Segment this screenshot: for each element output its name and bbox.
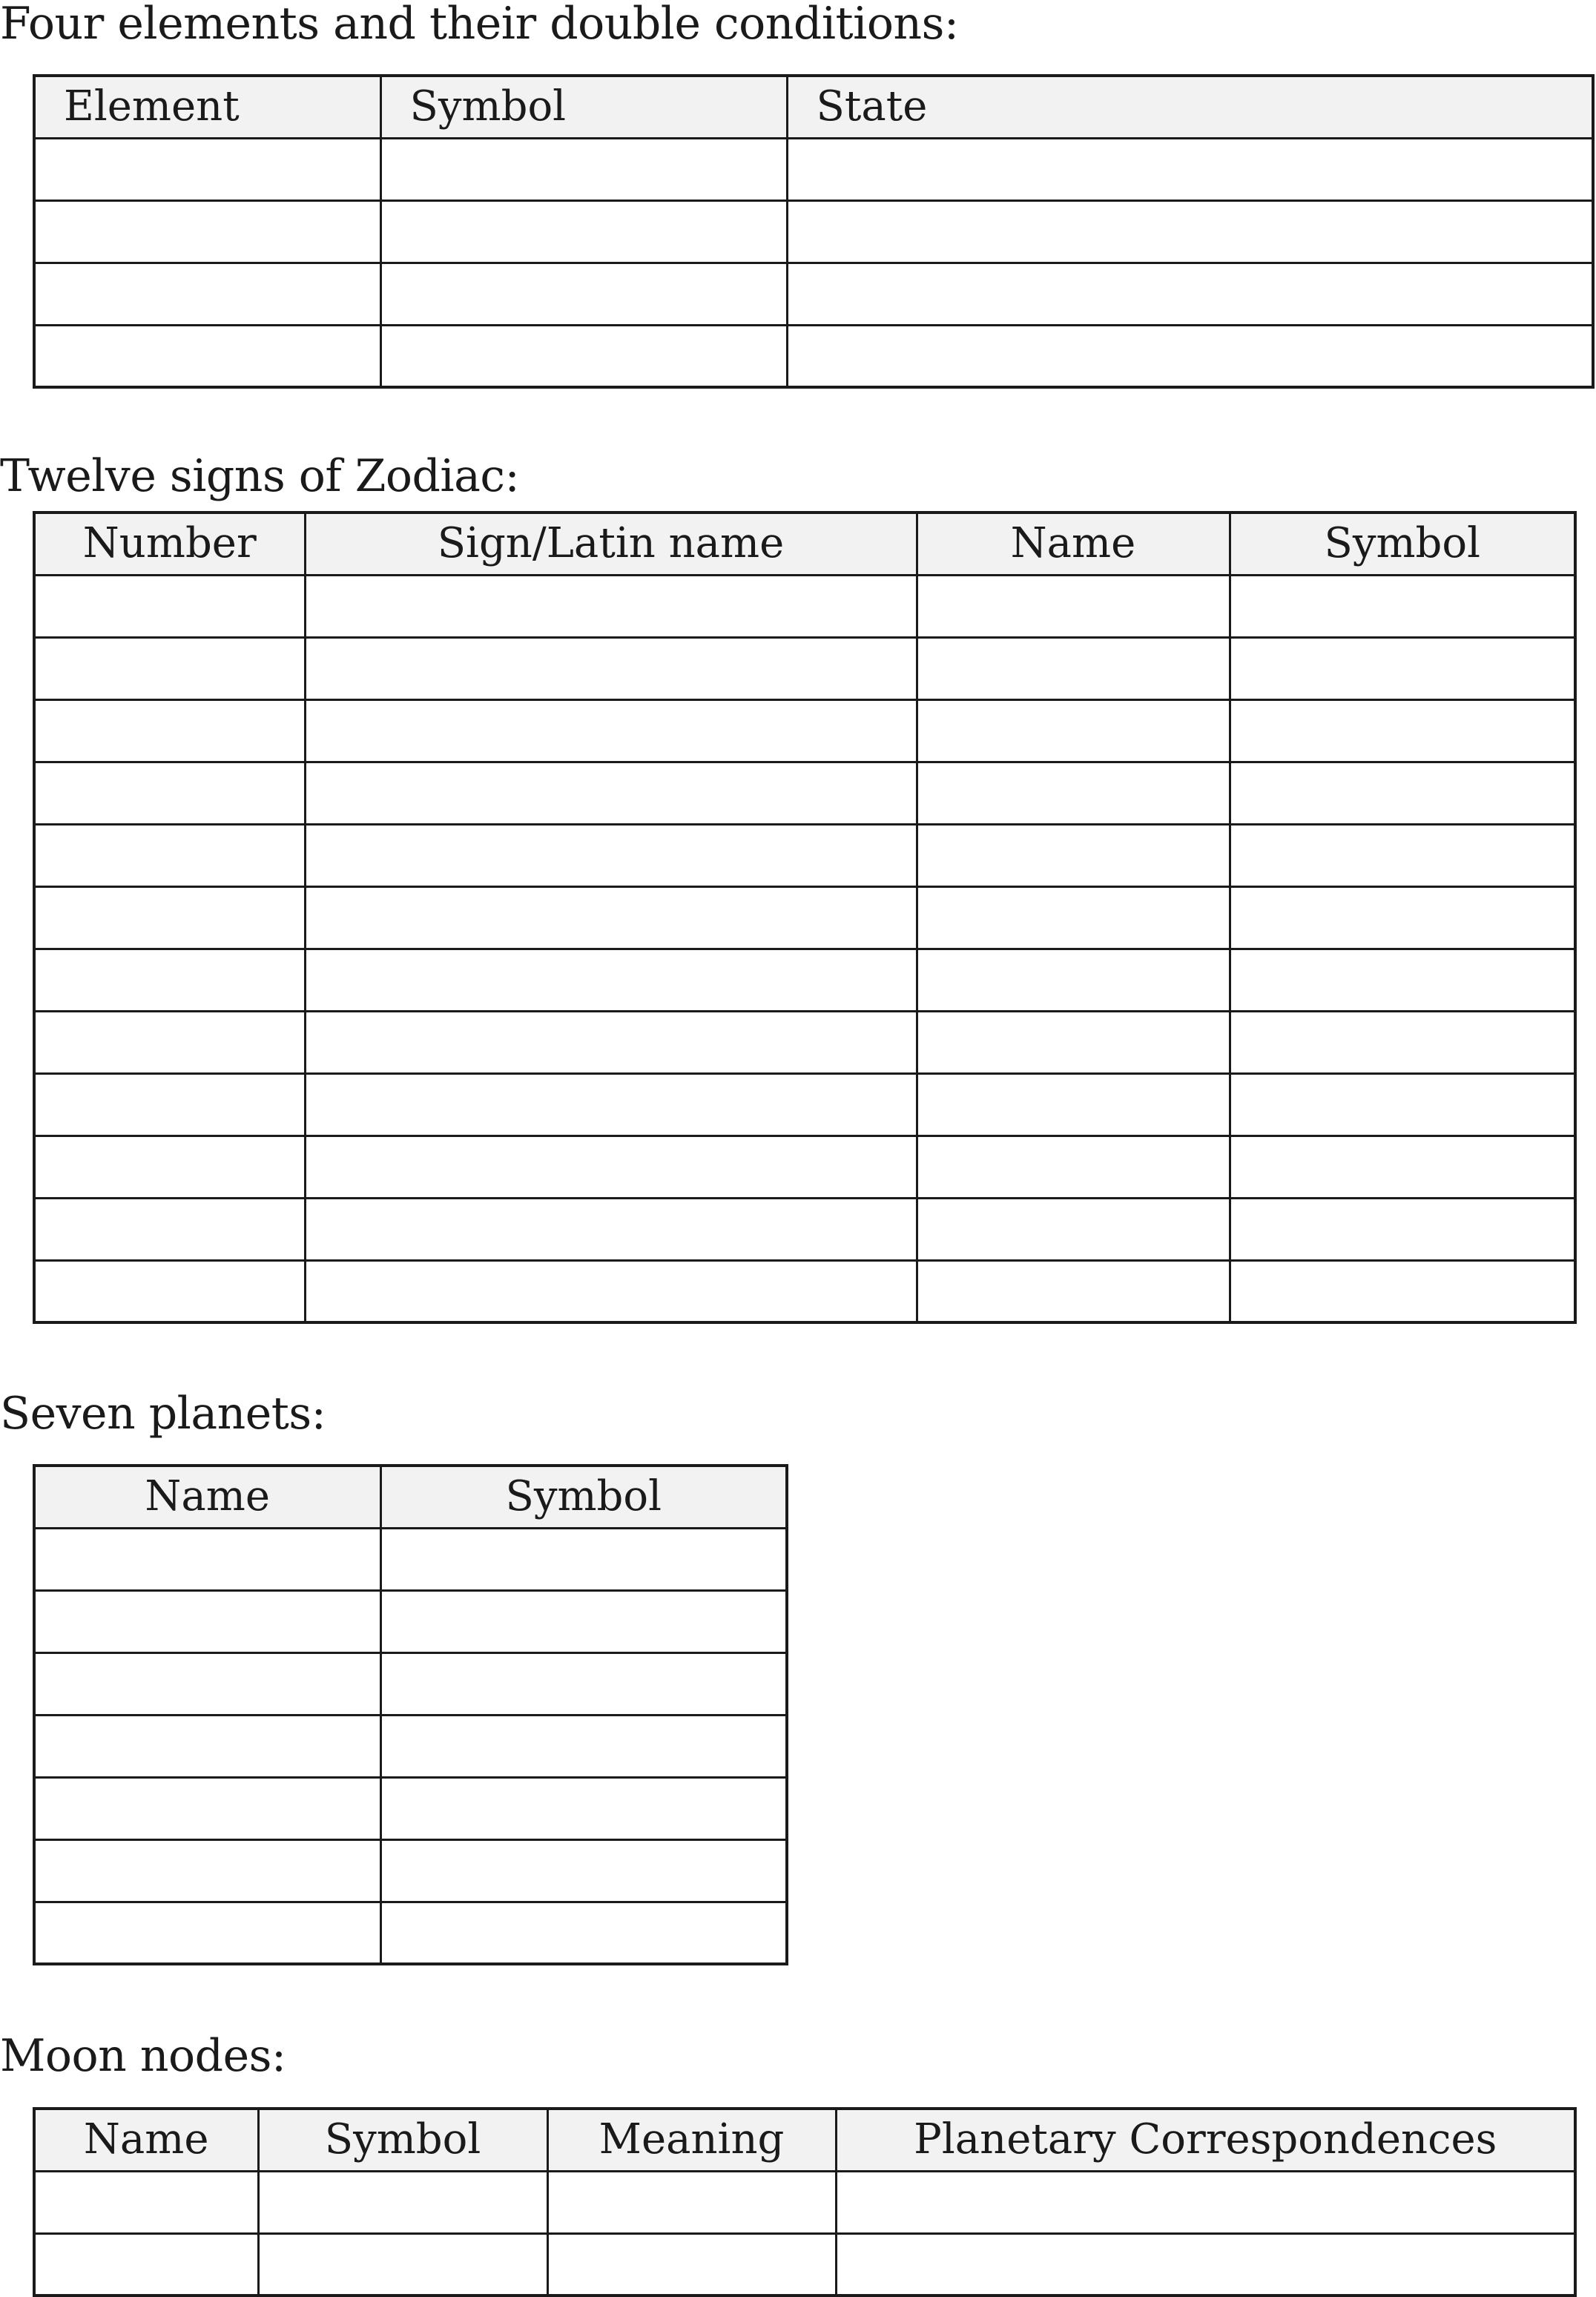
empty-cell — [1230, 1136, 1575, 1198]
empty-cell — [547, 2233, 836, 2296]
empty-cell — [787, 263, 1593, 325]
empty-cell — [34, 1011, 305, 1073]
table-row — [34, 200, 1593, 263]
empty-cell — [305, 699, 917, 762]
empty-cell — [380, 1839, 787, 1902]
empty-cell — [1230, 1260, 1575, 1322]
table-row — [34, 138, 1593, 200]
empty-cell — [380, 263, 787, 325]
empty-cell — [380, 200, 787, 263]
table-row — [34, 575, 1575, 637]
empty-cell — [34, 2171, 258, 2233]
table-row — [34, 949, 1575, 1011]
table-row — [34, 637, 1575, 699]
table-row — [34, 1198, 1575, 1260]
empty-cell — [1230, 824, 1575, 886]
empty-cell — [1230, 1073, 1575, 1136]
table-body — [34, 2171, 1575, 2296]
empty-cell — [305, 1260, 917, 1322]
table-row — [34, 886, 1575, 949]
empty-cell — [917, 575, 1230, 637]
empty-cell — [836, 2233, 1575, 2296]
empty-cell — [787, 138, 1593, 200]
empty-cell — [34, 949, 305, 1011]
table-row — [34, 2171, 1575, 2233]
empty-cell — [1230, 1198, 1575, 1260]
column-header-symbol: Symbol — [380, 76, 787, 138]
empty-cell — [1230, 575, 1575, 637]
empty-cell — [34, 1198, 305, 1260]
column-header-symbol: Symbol — [1230, 513, 1575, 575]
table-row — [34, 1777, 787, 1839]
empty-cell — [917, 637, 1230, 699]
empty-cell — [34, 886, 305, 949]
empty-cell — [305, 637, 917, 699]
empty-cell — [34, 1590, 380, 1652]
empty-cell — [34, 762, 305, 824]
empty-cell — [917, 1011, 1230, 1073]
empty-cell — [917, 762, 1230, 824]
empty-cell — [917, 1260, 1230, 1322]
column-header-name: Name — [917, 513, 1230, 575]
empty-cell — [34, 1839, 380, 1902]
empty-cell — [917, 824, 1230, 886]
empty-cell — [1230, 886, 1575, 949]
empty-cell — [917, 1198, 1230, 1260]
empty-cell — [380, 325, 787, 387]
table-row — [34, 2233, 1575, 2296]
empty-cell — [305, 762, 917, 824]
empty-cell — [305, 1073, 917, 1136]
table-header-row — [34, 1466, 787, 1528]
empty-cell — [1230, 637, 1575, 699]
empty-cell — [34, 325, 380, 387]
empty-cell — [305, 824, 917, 886]
table-row — [34, 1590, 787, 1652]
empty-cell — [34, 1777, 380, 1839]
column-header-sign-latin-name: Sign/Latin name — [305, 513, 917, 575]
empty-cell — [305, 1011, 917, 1073]
empty-cell — [258, 2171, 547, 2233]
empty-cell — [34, 824, 305, 886]
zodiac-table — [33, 511, 1577, 1324]
column-header-state: State — [787, 76, 1593, 138]
empty-cell — [380, 1777, 787, 1839]
empty-cell — [1230, 762, 1575, 824]
empty-cell — [34, 1073, 305, 1136]
nodes-section-title: Moon nodes: — [0, 2030, 286, 2082]
empty-cell — [34, 1136, 305, 1198]
table-row — [34, 762, 1575, 824]
empty-cell — [34, 1902, 380, 1964]
column-header-number: Number — [34, 513, 305, 575]
elements-table — [33, 74, 1595, 389]
empty-cell — [917, 886, 1230, 949]
empty-cell — [34, 2233, 258, 2296]
column-header-symbol: Symbol — [258, 2109, 547, 2171]
empty-cell — [836, 2171, 1575, 2233]
column-header-element: Element — [34, 76, 380, 138]
table-row — [34, 1839, 787, 1902]
column-header-meaning: Meaning — [547, 2109, 836, 2171]
empty-cell — [34, 1652, 380, 1715]
column-header-name: Name — [34, 2109, 258, 2171]
empty-cell — [258, 2233, 547, 2296]
empty-cell — [305, 1198, 917, 1260]
empty-cell — [34, 200, 380, 263]
table-row — [34, 1902, 787, 1964]
table-row — [34, 1260, 1575, 1322]
empty-cell — [305, 949, 917, 1011]
empty-cell — [34, 699, 305, 762]
column-header-planetary-correspondences: Planetary Correspondences — [836, 2109, 1575, 2171]
column-header-symbol: Symbol — [380, 1466, 787, 1528]
empty-cell — [917, 1073, 1230, 1136]
table-row — [34, 824, 1575, 886]
empty-cell — [380, 138, 787, 200]
table-body — [34, 575, 1575, 1322]
table-header-row — [34, 76, 1593, 138]
empty-cell — [380, 1902, 787, 1964]
table-row — [34, 1073, 1575, 1136]
planets-section-title: Seven planets: — [0, 1388, 326, 1440]
empty-cell — [1230, 699, 1575, 762]
elements-section-title: Four elements and their double conditions: — [0, 0, 959, 50]
table-row — [34, 1528, 787, 1590]
table-row — [34, 1715, 787, 1777]
empty-cell — [380, 1528, 787, 1590]
empty-cell — [380, 1590, 787, 1652]
empty-cell — [547, 2171, 836, 2233]
table-row — [34, 263, 1593, 325]
table-row — [34, 1136, 1575, 1198]
empty-cell — [1230, 1011, 1575, 1073]
empty-cell — [305, 886, 917, 949]
table-row — [34, 699, 1575, 762]
empty-cell — [917, 699, 1230, 762]
column-header-name: Name — [34, 1466, 380, 1528]
table-row — [34, 1011, 1575, 1073]
empty-cell — [305, 1136, 917, 1198]
empty-cell — [1230, 949, 1575, 1011]
moon-nodes-table — [33, 2107, 1577, 2297]
empty-cell — [34, 1260, 305, 1322]
zodiac-section-title: Twelve signs of Zodiac: — [0, 450, 520, 502]
table-body — [34, 1528, 787, 1964]
empty-cell — [34, 575, 305, 637]
empty-cell — [917, 949, 1230, 1011]
empty-cell — [917, 1136, 1230, 1198]
empty-cell — [34, 263, 380, 325]
table-body — [34, 138, 1593, 387]
empty-cell — [305, 575, 917, 637]
table-header-row — [34, 513, 1575, 575]
empty-cell — [380, 1652, 787, 1715]
empty-cell — [34, 637, 305, 699]
table-header-row — [34, 2109, 1575, 2171]
table-row — [34, 325, 1593, 387]
planets-table — [33, 1464, 788, 1965]
empty-cell — [34, 1528, 380, 1590]
empty-cell — [787, 200, 1593, 263]
empty-cell — [34, 138, 380, 200]
empty-cell — [34, 1715, 380, 1777]
empty-cell — [787, 325, 1593, 387]
empty-cell — [380, 1715, 787, 1777]
table-row — [34, 1652, 787, 1715]
